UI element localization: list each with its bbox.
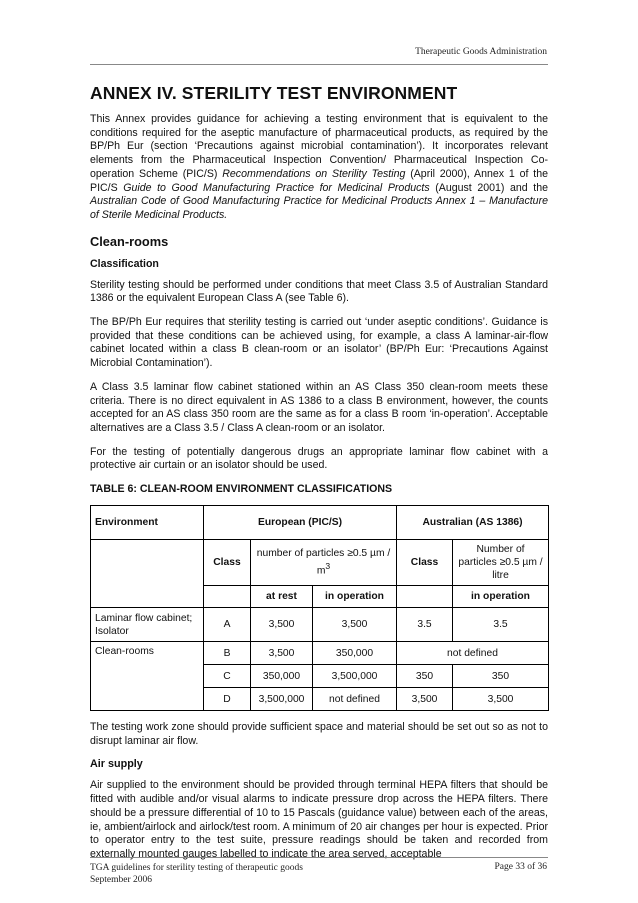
header-au-class: Class	[397, 540, 453, 586]
intro-paragraph	[90, 113, 548, 223]
cell-au-in-operation: 3.5	[453, 608, 549, 642]
paragraph: For the testing of potentially dangerous drugs an appropriate laminar flow cabinet with a protective air curtain or an isolator should be used.	[90, 445, 548, 472]
intro-citation-2: Guide to Good Manufacturing Practice for Medicinal Products	[123, 181, 430, 194]
cell-in-operation: not defined	[313, 688, 397, 711]
cell-au-class: 3,500	[397, 688, 453, 711]
cell-au-in-operation: 350	[453, 665, 549, 688]
cell-at-rest: 3,500	[251, 608, 313, 642]
footer-doc-title: TGA guidelines for sterility testing of therapeutic goods	[90, 863, 303, 873]
cell-au-class: 3.5	[397, 608, 453, 642]
header-australian: Australian (AS 1386)	[397, 506, 549, 540]
paragraph: A Class 3.5 laminar flow cabinet stationed within an AS Class 350 clean-room meets these criteria. There is no direct equivalent in AS 1386 to a class B environment, however, the counts accepted for an AS class 350 room are the same as for a class B room ‘in-operation’. Acceptable alternatives are a Class 3.5 / Class A clean-room or an isolator.	[90, 380, 548, 434]
table-row	[91, 608, 549, 642]
header-eu-particles-text: number of particles ≥0.5 µm / m	[256, 548, 391, 577]
cell-at-rest: 3,500,000	[251, 688, 313, 711]
header-environment: Environment	[91, 506, 204, 540]
table-caption: TABLE 6: CLEAN-ROOM ENVIRONMENT CLASSIFICATIONS	[90, 483, 393, 496]
intro-citation-1: Recommendations on Sterility Testing	[222, 167, 406, 180]
intro-text-3: (August 2001) and the	[429, 181, 548, 194]
table-header-row	[91, 506, 549, 540]
section-heading-clean-rooms: Clean-rooms	[90, 233, 169, 249]
cell-environment: Clean-rooms	[91, 642, 204, 711]
page-content	[90, 83, 548, 872]
cell-au-class: 350	[397, 665, 453, 688]
annex-title: ANNEX IV. STERILITY TEST ENVIRONMENT	[90, 83, 458, 103]
cell-in-operation: 3,500	[313, 608, 397, 642]
running-header: Therapeutic Goods Administration	[415, 47, 547, 57]
intro-text-2: (April 2000), Annex 1 of the PIC/S	[90, 167, 549, 194]
cell-au-in-operation: 3,500	[453, 688, 549, 711]
cell-in-operation: 3,500,000	[313, 665, 397, 688]
cell-eu-class: C	[204, 665, 251, 688]
clean-room-classification-table	[90, 505, 549, 711]
header-eu-particles	[251, 540, 397, 586]
header-eu-class: Class	[204, 540, 251, 586]
header-european: European (PIC/S)	[204, 506, 397, 540]
paragraph: Sterility testing should be performed under conditions that meet Class 3.5 of Australian Standard 1386 or the equivalent European Class A (see Table 6).	[90, 278, 548, 305]
footer-date: September 2006	[90, 875, 153, 885]
cell-in-operation: 350,000	[313, 642, 397, 665]
page-number: Page 33 of 36	[494, 862, 547, 872]
empty-cell	[204, 586, 251, 608]
empty-cell	[91, 540, 204, 608]
subheading-classification: Classification	[90, 257, 159, 270]
header-rule	[90, 64, 548, 65]
cell-eu-class: B	[204, 642, 251, 665]
intro-text-1: This Annex provides guidance for achieving a testing environment that is equivalent to the conditions required for the aseptic manufacture of pharmaceutical products, as required by the BP/Ph Eur (section ‘Precautions against microbial contamination’). It incorporates relevant elements from the Pharmaceutical Inspection Convention/ Pharmaceutical Inspection Co-operation Scheme (PIC/S)	[90, 113, 548, 180]
header-eu-particles-sup: 3	[325, 561, 331, 572]
paragraph: The testing work zone should provide sufficient space and material should be set out so as not to disrupt laminar air flow.	[90, 721, 548, 747]
cell-au-merged: not defined	[397, 642, 549, 665]
header-au-particles: Number of particles ≥0.5 µm / litre	[453, 540, 549, 586]
header-au-in-operation: in operation	[453, 586, 549, 608]
cell-eu-class: A	[204, 608, 251, 642]
empty-cell	[397, 586, 453, 608]
table-row	[91, 642, 549, 665]
cell-eu-class: D	[204, 688, 251, 711]
cell-at-rest: 3,500	[251, 642, 313, 665]
header-at-rest: at rest	[251, 586, 313, 608]
footer-left	[90, 862, 303, 886]
intro-citation-3: Australian Code of Good Manufacturing Practice for Medicinal Products Annex 1 – Manufacture of Sterile Medicinal Products.	[90, 195, 548, 221]
paragraph: Air supplied to the environment should be provided through terminal HEPA filters that should be fitted with audible and/or visual alarms to indicate pressure drop across the HEPA filters. There should be a pressure differential of 10 to 15 Pascals (guidance value) between each of the areas, ie, ambient/airlock and airlock/test room. A minimum of 20 air changes per hour is expected. Prior to operator entry to the test suite, pressure readings should be taken and recorded from externally mounted gauges labelled to indicate the area served, acceptable	[90, 779, 548, 860]
header-in-operation: in operation	[313, 586, 397, 608]
paragraph: The BP/Ph Eur requires that sterility testing is carried out ‘under aseptic conditions’. Guidance is provided that these conditions can be achieved using, for example, a class A laminar-air-flow cabinet located within a class B clean-room or an isolator’ (BP/Ph Eur: ‘Precautions Against Microbial Contamination’).	[90, 316, 548, 370]
footer-rule	[90, 857, 548, 858]
cell-at-rest: 350,000	[251, 665, 313, 688]
cell-environment: Laminar flow cabinet; Isolator	[91, 608, 204, 642]
subheading-air-supply: Air supply	[90, 758, 143, 771]
table-subheader-row	[91, 540, 549, 586]
